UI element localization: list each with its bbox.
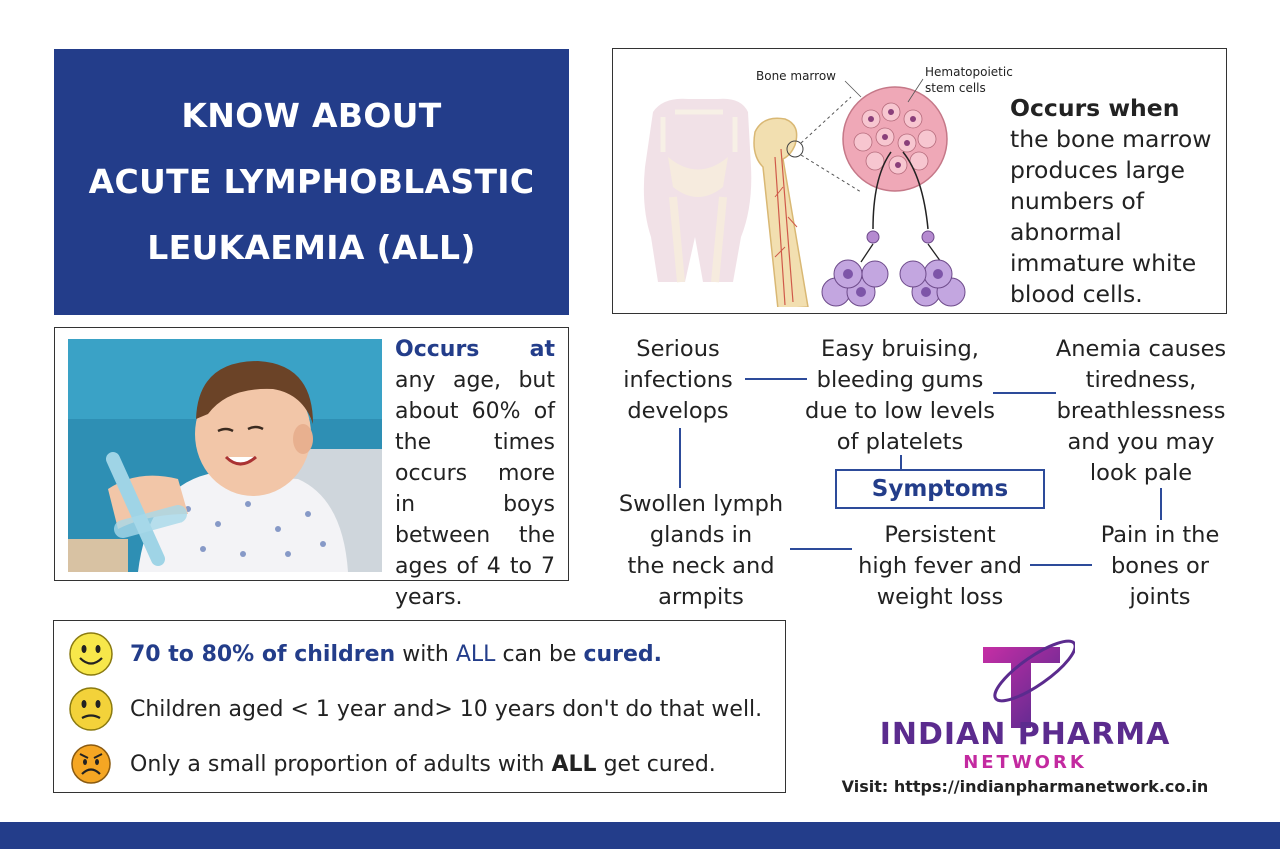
title-line-2: ACUTE LYMPHOBLASTIC (88, 162, 535, 201)
all-abbr-bold: ALL (551, 751, 597, 777)
occurs-when-rest: the bone marrow produces large numbers of abnormal immature white blood cells. (1010, 125, 1212, 308)
title-line-3: LEUKAEMIA (ALL) (147, 228, 476, 267)
cured-text-can-be: can be (495, 641, 584, 667)
symptom-bruising-line: bleeding gums (816, 367, 984, 393)
connector-infections-bruising (745, 378, 807, 380)
sad-face-icon (68, 741, 114, 787)
age-panel (54, 327, 569, 610)
occurs-at-bold: Occurs at (395, 337, 555, 362)
title-line-1: KNOW ABOUT (181, 96, 442, 135)
occurs-when-bold: Occurs when (1010, 94, 1180, 122)
title-block (54, 49, 569, 315)
symptom-anemia-line: tiredness, (1085, 367, 1197, 393)
bone-marrow-panel (612, 48, 1227, 314)
connector-lymph-fever (790, 548, 852, 550)
occurs-at-text (395, 334, 555, 613)
symptom-fever (850, 520, 1030, 613)
connector-infections-down (679, 428, 681, 488)
prognosis-age-text: Children aged < 1 year and> 10 years don't do that well. (130, 696, 763, 722)
symptom-anemia-line: Anemia causes (1055, 336, 1227, 362)
symptom-lymph-line: glands in (649, 522, 753, 548)
symptom-fever-line: high fever and (858, 553, 1022, 579)
symptom-bruising-line: Easy bruising, (821, 336, 979, 362)
symptom-pain-line: Pain in the (1100, 522, 1220, 548)
stem-cells-label-1: Hematopoietic (925, 65, 1013, 79)
cured-word: cured. (583, 641, 663, 667)
occurs-at-rest: any age, but about 60% of the times occurs more in boys between the ages of 4 to 7 years. (395, 368, 555, 610)
connector-anemia-pain (1160, 488, 1162, 520)
bone-marrow-label: Bone marrow (756, 69, 836, 83)
logo-name: INDIAN PHARMA (879, 717, 1171, 752)
symptom-bruising-line: due to low levels (804, 398, 996, 424)
symptom-anemia (1050, 334, 1232, 489)
stem-cells-label-2: stem cells (925, 81, 986, 95)
prognosis-adults-text (130, 752, 716, 777)
symptom-fever-line: Persistent (884, 522, 996, 548)
symptom-pain-line: joints (1129, 584, 1191, 610)
symptom-anemia-line: breathlessness (1056, 398, 1226, 424)
symptom-pain-line: bones or (1110, 553, 1210, 579)
symptom-lymph-line: armpits (658, 584, 744, 610)
prognosis-row-cured (68, 631, 662, 677)
symptoms-label-box: Symptoms (835, 469, 1045, 509)
symptom-bruising-line: of platelets (836, 429, 964, 455)
symptom-pain (1090, 520, 1230, 613)
children-percent: 70 to 80% of children (130, 641, 396, 667)
connector-bruising-box (900, 455, 902, 470)
all-abbr: ALL (455, 641, 496, 667)
symptom-infections-line: Serious (636, 336, 720, 362)
symptom-lymph (610, 489, 792, 613)
bottom-bar (0, 822, 1280, 849)
symptom-infections-line: develops (627, 398, 729, 424)
child-photo (68, 339, 382, 572)
symptom-bruising (795, 334, 1005, 458)
logo-sub: NETWORK (963, 752, 1087, 773)
symptom-infections (598, 334, 758, 427)
symptom-fever-line: weight loss (876, 584, 1004, 610)
symptom-anemia-line: and you may (1067, 429, 1215, 455)
symptom-anemia-line: look pale (1089, 460, 1193, 486)
symptom-lymph-line: the neck and (627, 553, 775, 579)
prognosis-panel (53, 620, 786, 793)
symptom-lymph-line: Swollen lymph (618, 491, 784, 517)
prognosis-cured-text (130, 642, 662, 667)
visit-url: Visit: https://indianpharmanetwork.co.in (841, 777, 1209, 796)
neutral-face-icon (68, 686, 114, 732)
adults-text-start: Only a small proportion of adults with (130, 751, 552, 777)
adults-text-end: get cured. (596, 751, 716, 777)
connector-bruising-anemia (993, 392, 1056, 394)
prognosis-row-age (68, 686, 762, 732)
happy-face-icon (68, 631, 114, 677)
prognosis-row-adults (68, 741, 716, 787)
cured-text-with: with (395, 641, 456, 667)
connector-fever-pain (1030, 564, 1092, 566)
occurs-when-text (1010, 93, 1220, 310)
symptom-infections-line: infections (623, 367, 733, 393)
